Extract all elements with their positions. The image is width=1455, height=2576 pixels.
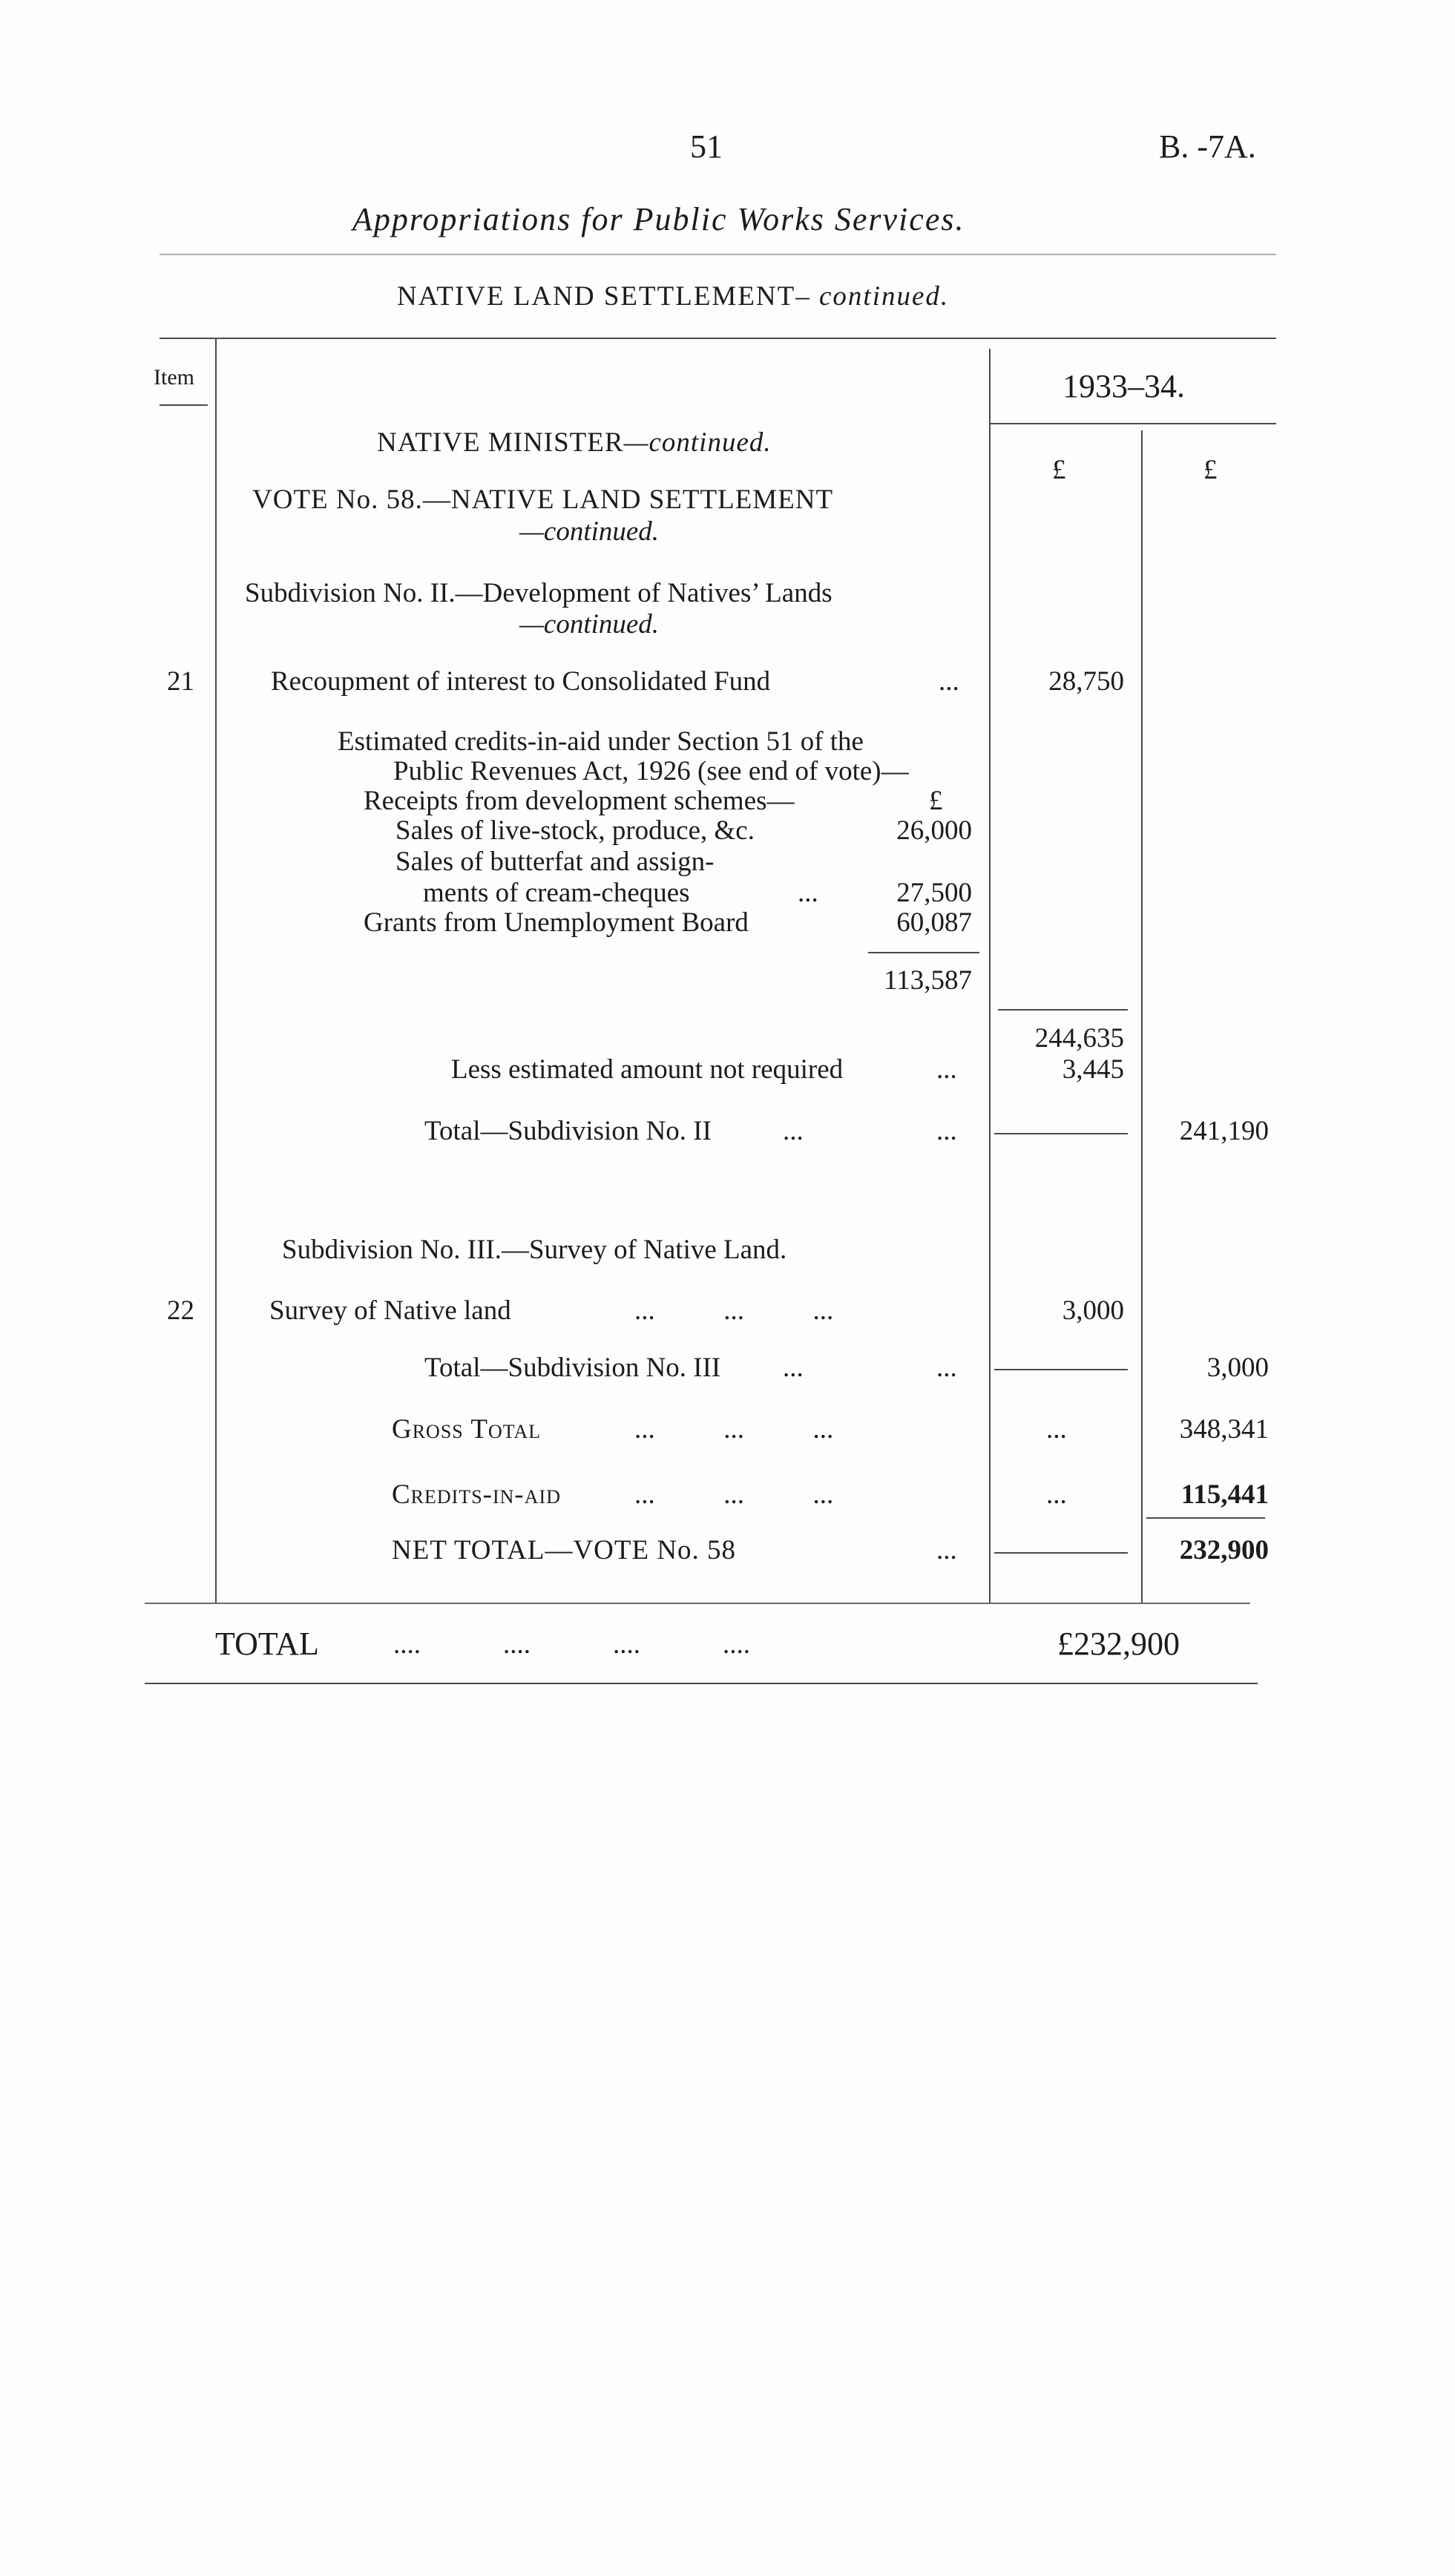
credits-line-3: Receipts from development schemes— xyxy=(364,786,795,816)
total-sub3-dots-1: ... xyxy=(783,1353,804,1383)
credits-subtotal: 113,587 xyxy=(884,965,972,996)
item-column-rule xyxy=(215,338,217,1603)
total-sub2-label: Total—Subdivision No. II xyxy=(424,1116,712,1146)
credits-line-4: Sales of live-stock, produce, &c. xyxy=(395,815,755,846)
net-total-dash xyxy=(994,1552,1128,1554)
pound-total-column-header: £ xyxy=(1203,455,1218,485)
credits-line-4-amount: 26,000 xyxy=(896,815,972,846)
page-title: Appropriations for Public Works Services. xyxy=(352,201,965,237)
less-not-required-dots: ... xyxy=(936,1054,957,1085)
title-rule xyxy=(160,254,1276,255)
item-column-header: Item xyxy=(154,365,194,390)
grand-total-label: TOTAL xyxy=(215,1626,319,1662)
total-sub3-dots-2: ... xyxy=(936,1353,957,1383)
item-22-label: Survey of Native land xyxy=(269,1295,511,1326)
less-not-required-label: Less estimated amount not required xyxy=(451,1054,844,1085)
year-header-rule xyxy=(989,423,1276,424)
credits-in-aid-dots: ... ... ... xyxy=(634,1479,834,1510)
credits-line-7: Grants from Unemployment Board xyxy=(364,907,749,938)
gross-sub2-rule xyxy=(998,1009,1128,1011)
subdivision-2-heading: Subdivision No. II.—Development of Natives’ Lands xyxy=(245,578,832,608)
grand-total-amount: £232,900 xyxy=(1057,1626,1180,1662)
amount-column-rule xyxy=(989,349,991,1603)
total-column-rule xyxy=(1141,430,1143,1603)
total-sub2-dots-2: ... xyxy=(936,1116,957,1146)
credits-line-2: Public Revenues Act, 1926 (see end of vote)— xyxy=(393,756,909,786)
gross-total-col1: ... xyxy=(1046,1414,1067,1445)
net-total-amount: 232,900 xyxy=(1179,1535,1269,1565)
less-not-required-amount: 3,445 xyxy=(1062,1054,1124,1085)
vote-heading-continued: —continued. xyxy=(519,516,660,547)
net-total-dots: ... xyxy=(936,1535,957,1565)
item-21-dots: ... xyxy=(939,666,959,697)
gross-total-amount: 348,341 xyxy=(1179,1414,1269,1445)
year-column-header: 1933–34. xyxy=(1062,368,1185,404)
section-title-text: NATIVE LAND SETTLEMENT xyxy=(397,281,796,312)
total-sub3-label: Total—Subdivision No. III xyxy=(424,1353,721,1383)
grand-total-rule xyxy=(145,1683,1258,1684)
credits-subtotal-rule xyxy=(868,952,979,953)
vote-heading: VOTE No. 58.—NATIVE LAND SETTLEMENT xyxy=(252,484,834,515)
document-reference: B. -7A. xyxy=(1159,128,1256,165)
total-sub2-dash xyxy=(994,1133,1128,1134)
gross-sub2-amount: 244,635 xyxy=(1034,1023,1124,1054)
total-sub2-dots-1: ... xyxy=(783,1116,804,1146)
credits-line-6: ments of cream-cheques xyxy=(423,878,690,908)
credits-line-6-amount: 27,500 xyxy=(896,878,972,908)
subdivision-3-heading: Subdivision No. III.—Survey of Native Land. xyxy=(282,1235,787,1265)
total-sub2-amount: 241,190 xyxy=(1179,1116,1269,1146)
gross-total-dots: ... ... ... xyxy=(634,1414,834,1445)
credits-line-5: Sales of butterfat and assign- xyxy=(395,847,715,877)
minister-heading-continued: —continued. xyxy=(623,427,772,458)
credits-in-aid-col1: ... xyxy=(1046,1479,1067,1510)
item-21-amount: 28,750 xyxy=(1048,666,1124,697)
section-title xyxy=(397,280,949,312)
credits-line-6-dots: ... xyxy=(798,878,818,908)
total-sub3-amount: 3,000 xyxy=(1206,1353,1269,1383)
net-total-label: NET TOTAL—VOTE No. 58 xyxy=(392,1535,737,1565)
minister-heading xyxy=(377,427,772,459)
total-sub3-dash xyxy=(994,1369,1128,1370)
table-bottom-rule xyxy=(145,1603,1250,1604)
section-title-continued: – continued. xyxy=(795,281,950,312)
item-header-rule xyxy=(160,404,208,406)
page-number: 51 xyxy=(690,128,723,165)
credits-line-7-amount: 60,087 xyxy=(896,907,972,938)
item-21-number: 21 xyxy=(167,666,194,697)
credits-in-aid-label: Credits-in-aid xyxy=(392,1479,561,1510)
item-22-number: 22 xyxy=(167,1295,194,1326)
subdivision-2-heading-continued: —continued. xyxy=(519,609,660,640)
gross-total-label: Gross Total xyxy=(392,1414,542,1445)
minister-heading-text: NATIVE MINISTER xyxy=(377,427,624,458)
item-21-label: Recoupment of interest to Consolidated Fund xyxy=(271,666,771,697)
item-22-dots: ... ... ... xyxy=(634,1295,834,1326)
table-top-rule xyxy=(160,338,1276,339)
credits-line-1: Estimated credits-in-aid under Section 51 of the xyxy=(338,726,864,757)
credits-in-aid-rule xyxy=(1146,1517,1265,1519)
credits-unit: £ xyxy=(929,786,943,816)
pound-column-header: £ xyxy=(1052,455,1066,485)
item-22-amount: 3,000 xyxy=(1062,1295,1124,1326)
grand-total-dots: .... .... .... .... xyxy=(393,1629,750,1660)
credits-in-aid-amount: 115,441 xyxy=(1180,1479,1269,1510)
